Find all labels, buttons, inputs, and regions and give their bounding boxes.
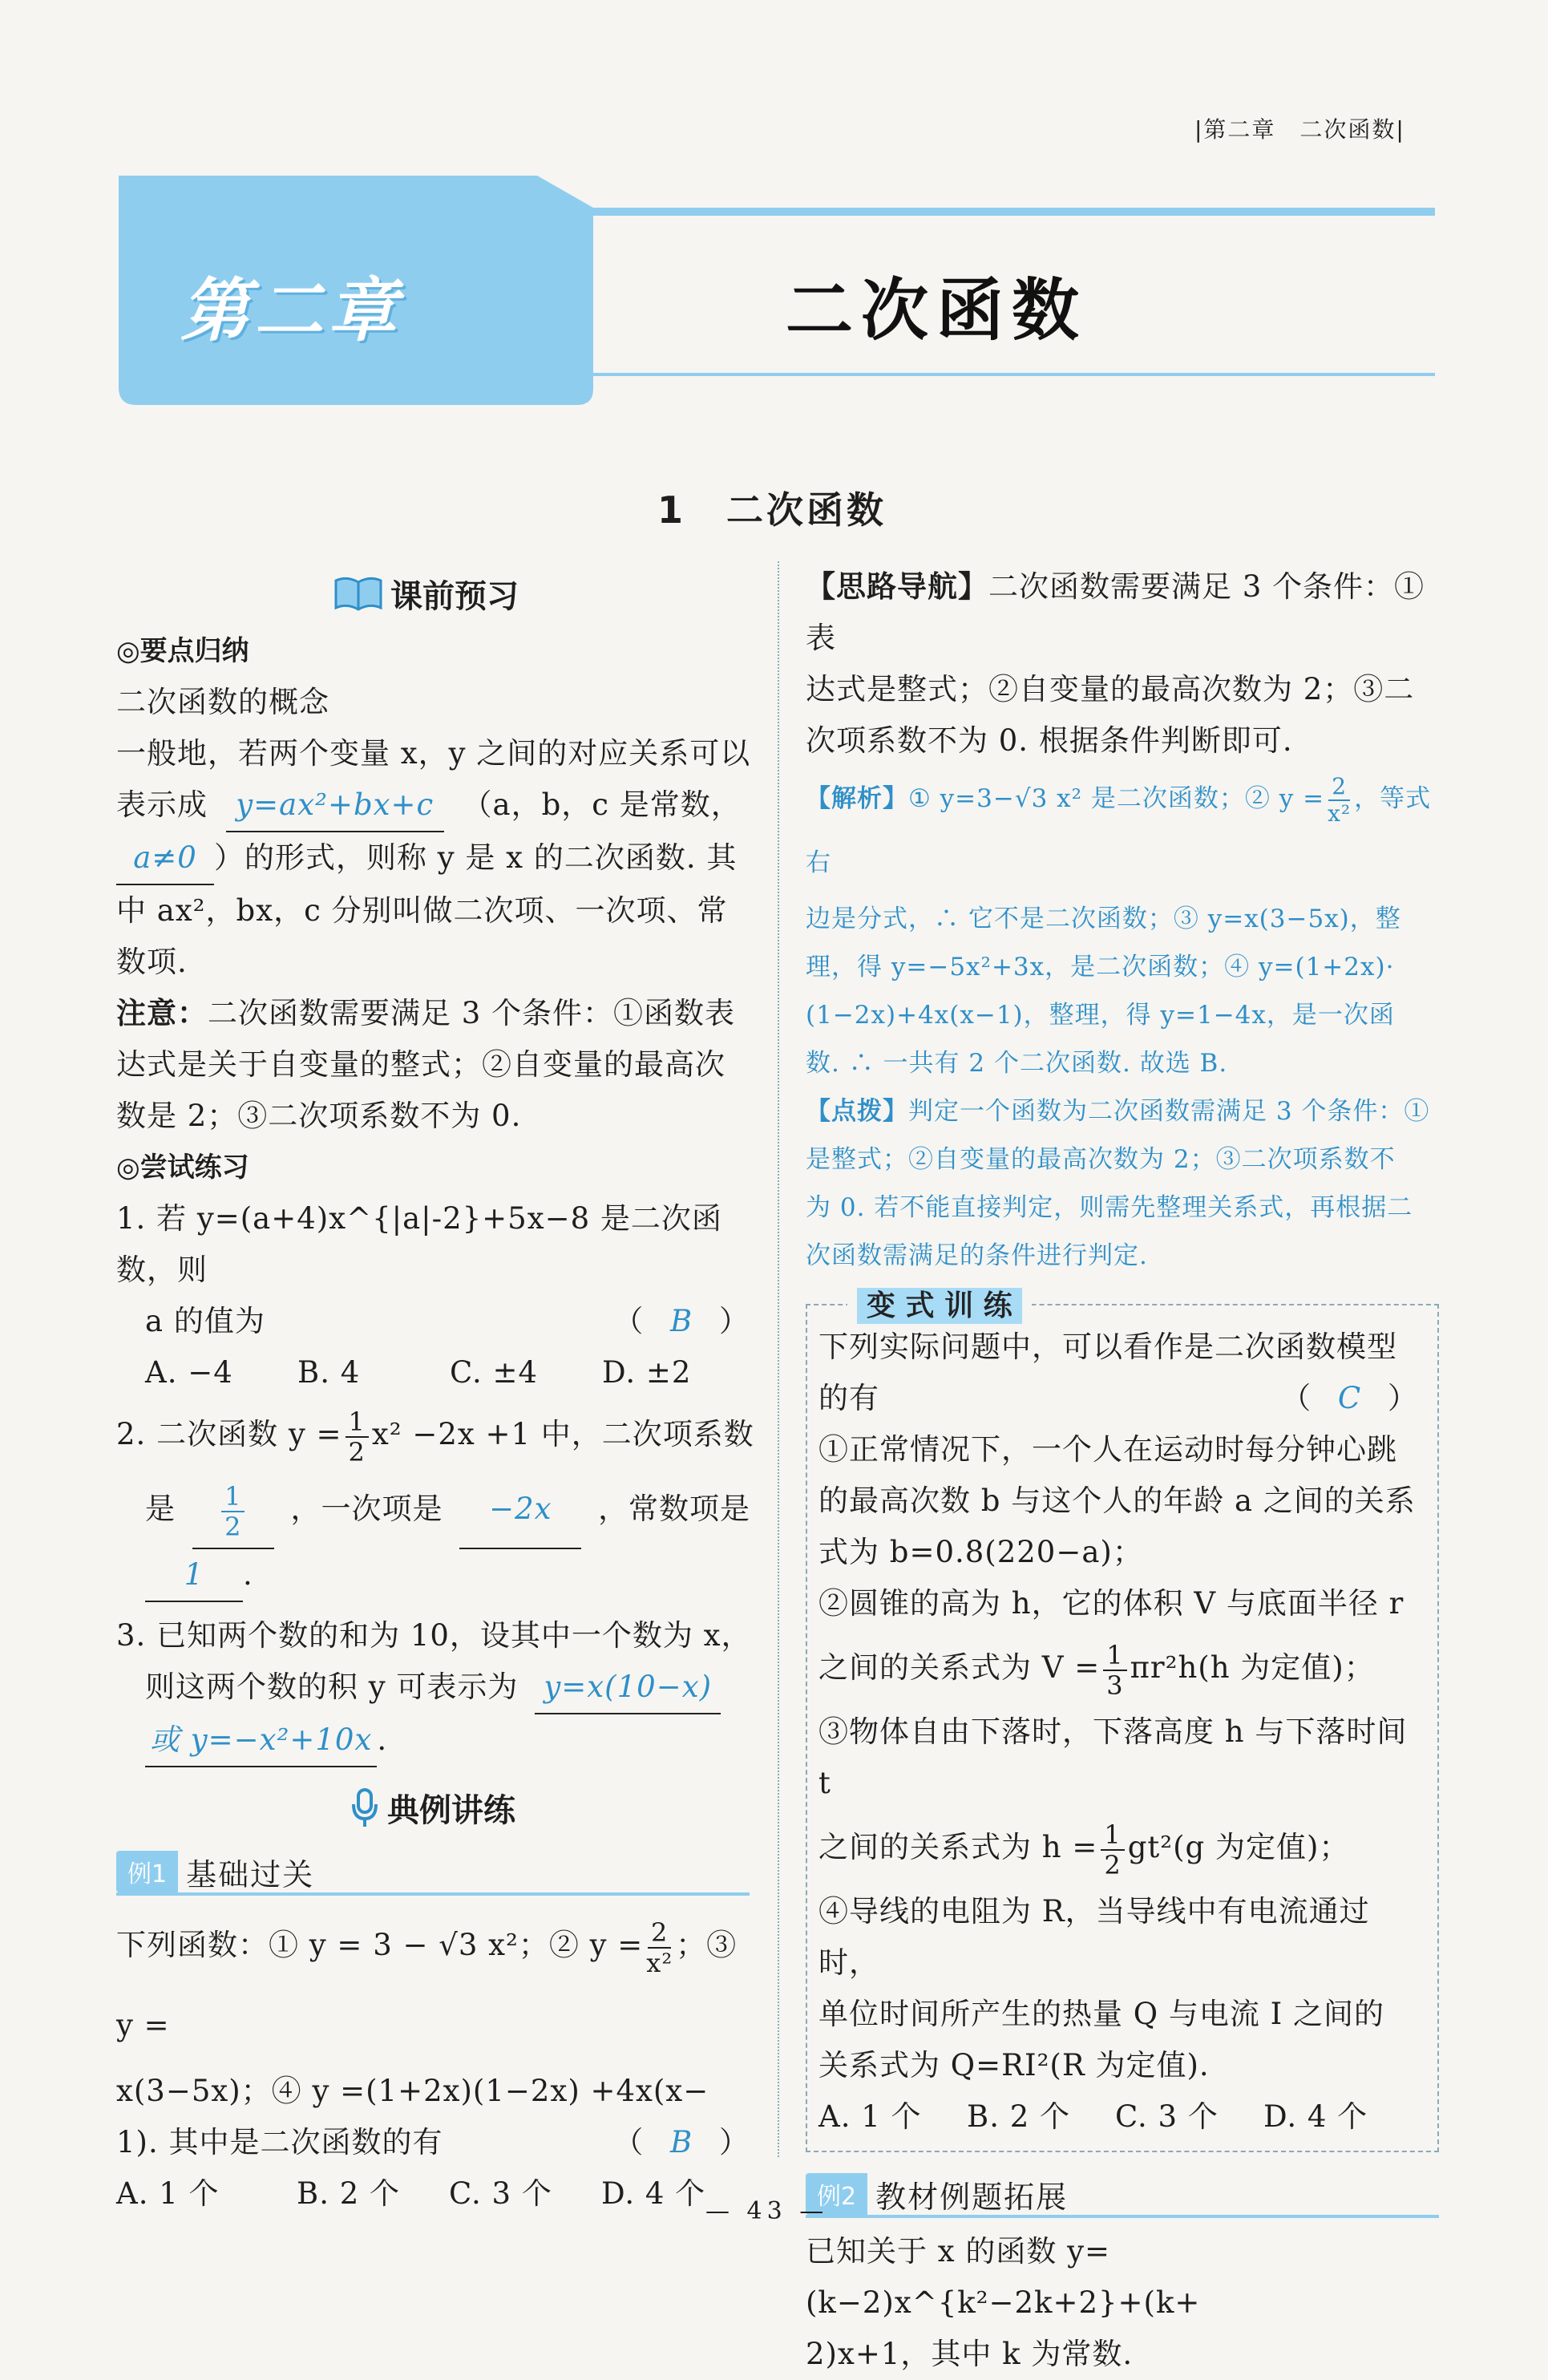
example-tag: 例1: [116, 1851, 178, 1892]
example-bar-underline: [116, 1892, 750, 1896]
idea-line: 达式是整式；②自变量的最高次数为 2；③二: [806, 672, 1415, 706]
tip: 【点拨】判定一个函数为二次函数需满足 3 个条件：①: [806, 1097, 1430, 1126]
definition-line: 数项.: [116, 945, 188, 979]
answer-blank: 1: [145, 1549, 243, 1602]
preview-heading: 课前预习: [333, 561, 758, 625]
running-header: |第二章 二次函数|: [1194, 116, 1405, 143]
variant-item-4: 关系式为 Q=RI²(R 为定值).: [818, 2048, 1210, 2082]
section-title: 1 二次函数: [657, 488, 887, 532]
chapter-title: 二次函数: [786, 271, 1088, 350]
question-2-blank-3: 1 .: [116, 1549, 758, 1602]
variant-item-4: 单位时间所产生的热量 Q 与电流 I 之间的: [818, 1997, 1384, 2031]
chapter-label: 第二章: [180, 271, 402, 351]
definition-line: 表示成 y=ax²+bx+c （a，b，c 是常数，: [116, 779, 758, 832]
question-3: 3. 已知两个数的和为 10，设其中一个数为 x，: [116, 1618, 752, 1653]
answer-paren: （ B ）: [613, 1304, 750, 1338]
question-1: 1. 若 y=(a+4)x^{|a|-2}+5x−8 是二次函数，则: [116, 1201, 722, 1287]
right-column: [806, 561, 1439, 2380]
fraction: $\frac{1}{3}$: [1103, 1642, 1126, 1698]
answer-paren: （ B ）: [613, 2125, 750, 2159]
variant-stem: 的有 （ C ）: [818, 1373, 1426, 1424]
examples-heading: 典例讲练: [349, 1775, 758, 1840]
example-1-line: 下列函数：① y = 3 − √3 x²；② y = $\frac{2}{\text{x²}}$ ；③ y =: [116, 1917, 738, 2042]
fraction: $\frac{1}{2}$: [346, 1409, 369, 1465]
variant-stem: 下列实际问题中，可以看作是二次函数模型: [818, 1330, 1397, 1364]
question-2-blanks: 是 $\frac{1}{2}$ ，一次项是 −2x ，常数项是: [116, 1471, 758, 1549]
example-2-line: 2)x+1，其中 k 为常数.: [806, 2337, 1134, 2371]
example-1-line: 1). 其中是二次函数的有 （ B ）: [116, 2117, 758, 2168]
concept-title: 二次函数的概念: [116, 685, 329, 719]
answer-blank: 或 y=−x²+10x: [145, 1714, 377, 1767]
variant-choices: A. 1 个 B. 2 个 C. 3 个 D. 4 个: [818, 2099, 1368, 2134]
left-column: [116, 561, 758, 2220]
variant-box: [806, 1289, 1439, 2152]
example-1-bar: 例1 基础过关: [116, 1846, 758, 1897]
analysis-line: 边是分式，∴ 它不是二次函数；③ y=x(3−5x)，整: [806, 905, 1401, 933]
question-3-answer: 或 y=−x²+10x .: [116, 1714, 758, 1767]
analysis-line: 数. ∴ 一共有 2 个二次函数. 故选 B.: [806, 1049, 1228, 1078]
variant-item-4: ④导线的电阻为 R，当导线中有电流通过时，: [818, 1894, 1370, 1980]
note: 注意：二次函数需要满足 3 个条件：①函数表: [116, 996, 736, 1030]
idea-line: 次项系数不为 0. 根据条件判断即可.: [806, 723, 1293, 758]
answer-blank: $\frac{1}{2}$: [192, 1471, 274, 1549]
definition-line: a≠0 ）的形式，则称 y 是 x 的二次函数. 其: [116, 832, 758, 885]
analysis: 【解析】① y=3−√3 x² 是二次函数；② y = $\frac{2}{\text{x²}}$ ，等式右: [806, 772, 1432, 877]
question-1-stem: a 的值为 （ B ）: [116, 1296, 758, 1347]
definition-line: 一般地，若两个变量 x，y 之间的对应关系可以: [116, 736, 751, 771]
answer-blank: y=ax²+bx+c: [226, 779, 444, 832]
analysis-line: (1−2x)+4x(x−1)，整理，得 y=1−4x，是一次函: [806, 1001, 1395, 1030]
variant-heading: 变 式 训 练: [847, 1283, 1032, 1324]
fraction: $\frac{2}{\text{x²}}$: [646, 1917, 673, 1978]
fraction: $\frac{1}{2}$: [1101, 1822, 1124, 1878]
example-tag: 例2: [806, 2173, 867, 2215]
tip-line: 次函数需满足的条件进行判定.: [806, 1241, 1148, 1270]
variant-item-1: 的最高次数 b 与这个人的年龄 a 之间的关系: [818, 1483, 1416, 1518]
question-1-choices: A. −4 B. 4 C. ±4 D. ±2: [145, 1355, 692, 1390]
key-points-heading: ◎要点归纳: [116, 635, 249, 667]
microphone-icon: [349, 1787, 381, 1828]
page-number: — 43 —: [705, 2197, 829, 2225]
idea-guide: 【思路导航】二次函数需要满足 3 个条件：①表: [806, 569, 1425, 655]
variant-item-3: ③物体自由下落时，下落高度 h 与下落时间 t: [818, 1714, 1408, 1800]
analysis-line: 理，得 y=−5x²+3x，是二次函数；④ y=(1+2x)·: [806, 953, 1395, 982]
tip-line: 是整式；②自变量的最高次数为 2；③二次项系数不: [806, 1145, 1396, 1174]
note-line: 数是 2；③二次项系数不为 0.: [116, 1099, 522, 1133]
example-bar-underline: [806, 2215, 1439, 2218]
variant-item-1: ①正常情况下，一个人在运动时每分钟心跳: [818, 1432, 1397, 1467]
note-line: 达式是关于自变量的整式；②自变量的最高次: [116, 1047, 725, 1082]
book-icon: [333, 576, 384, 611]
tip-line: 为 0. 若不能直接判定，则需先整理关系式，再根据二: [806, 1193, 1413, 1222]
example-1-line: x(3−5x)；④ y =(1+2x)(1−2x) +4x(x−: [116, 2074, 709, 2108]
variant-item-2: ②圆锥的高为 h，它的体积 V 与底面半径 r: [818, 1586, 1405, 1621]
example-2-line: 已知关于 x 的函数 y=(k−2)x^{k²−2k+2}+(k+: [806, 2234, 1201, 2320]
question-2: 2. 二次函数 y = $\frac{1}{2}$ x² −2x +1 中，二次项系数: [116, 1406, 754, 1467]
example-2-bar: 例2 教材例题拓展: [806, 2168, 1439, 2220]
definition-line: 中 ax²，bx，c 分别叫做二次项、一次项、常: [116, 893, 728, 928]
column-divider: [778, 561, 779, 2157]
example-1-choices: A. 1 个 B. 2 个 C. 3 个 D. 4 个: [116, 2176, 706, 2211]
fraction: $\frac{2}{\text{x²}}$: [1328, 772, 1352, 827]
answer-blank: y=x(10−x): [535, 1662, 721, 1714]
variant-item-2: 之间的关系式为 V = $\frac{1}{3}$ πr²h(h 为定值)；: [818, 1639, 1375, 1701]
answer-paren: （ C ）: [1281, 1381, 1418, 1415]
answer-blank: a≠0: [116, 832, 214, 885]
question-3-stem: 则这两个数的积 y 可表示为 y=x(10−x): [116, 1662, 758, 1714]
answer-blank: −2x: [459, 1471, 581, 1549]
variant-item-3: 之间的关系式为 h = $\frac{1}{2}$ gt²(g 为定值)；: [818, 1819, 1350, 1880]
practice-heading: ◎尝试练习: [116, 1152, 249, 1184]
variant-item-1: 式为 b=0.8(220−a)；: [818, 1535, 1143, 1569]
